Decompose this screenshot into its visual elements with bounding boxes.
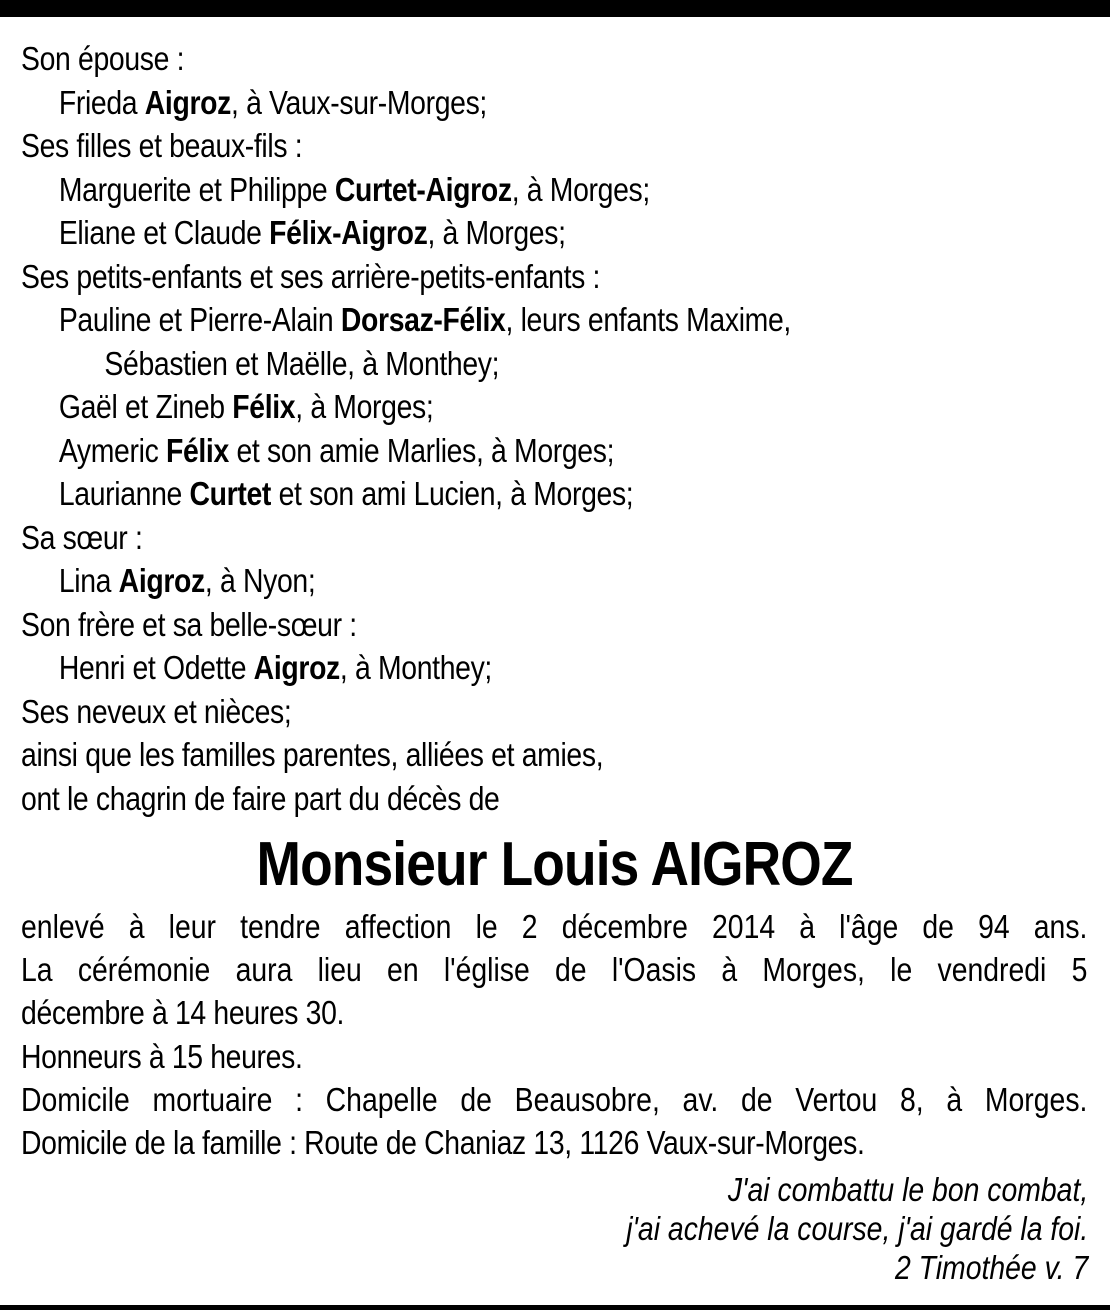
line-text: , à Nyon; [204, 562, 316, 599]
quote-reference: 2 Timothée v. 7 [894, 1249, 1088, 1286]
family-line [21, 81, 938, 125]
detail-line [21, 1035, 938, 1079]
line-text: Aymeric [58, 431, 166, 469]
line-text: Henri et Odette [58, 649, 254, 686]
line-text: Laurianne [58, 475, 190, 512]
family-line [21, 690, 938, 734]
deceased-name-text: Monsieur Louis AIGROZ [256, 830, 854, 899]
line-text: , à Vaux-sur-Morges; [230, 83, 487, 121]
family-line [21, 777, 938, 821]
family-line [21, 559, 938, 603]
surname: Aigroz [253, 649, 340, 686]
deceased-name [0, 830, 1110, 900]
family-line [21, 124, 938, 168]
bottom-border [0, 1305, 1110, 1310]
detail-text: Domicile de la famille : Route de Chaniaz 13, 1126 Vaux-sur-Morges. [21, 1124, 865, 1161]
line-text: Frieda [58, 83, 145, 121]
detail-text: La cérémonie aura lieu en l'église de l'Oasis à Morges, le vendredi 5 [21, 951, 1088, 988]
detail-text: Domicile mortuaire : Chapelle de Beausobre, av. de Vertou 8, à Morges. [21, 1081, 1088, 1118]
family-list [21, 37, 1087, 820]
line-text: Ses filles et beaux-fils : [21, 127, 303, 164]
family-line [21, 385, 938, 429]
surname: Félix [232, 388, 296, 425]
family-line [21, 429, 938, 473]
family-line [21, 646, 938, 690]
detail-line [21, 991, 938, 1035]
surname: Curtet-Aigroz [334, 170, 512, 208]
family-line [21, 472, 938, 516]
surname: Félix-Aigroz [269, 214, 428, 251]
line-text: ont le chagrin de faire part du décès de [21, 779, 500, 817]
detail-line [21, 1121, 938, 1165]
detail-text: décembre à 14 heures 30. [21, 994, 345, 1031]
top-border [0, 0, 1110, 17]
line-text: Lina [58, 562, 119, 599]
family-line [21, 516, 938, 560]
line-text: Ses petits-enfants et ses arrière-petits-enfants : [21, 257, 601, 295]
family-line [21, 298, 938, 342]
line-text: Sébastien et Maëlle, à Monthey; [104, 344, 500, 382]
line-text: Eliane et Claude [58, 214, 270, 251]
surname: Aigroz [118, 562, 205, 599]
family-line [21, 37, 938, 81]
line-text: Marguerite et Philippe [58, 170, 335, 208]
detail-line [21, 905, 1087, 948]
surname: Aigroz [144, 83, 231, 121]
line-text: , à Morges; [511, 170, 650, 208]
line-text: , à Monthey; [339, 649, 492, 686]
line-text: , leurs enfants Maxime, [505, 301, 791, 338]
quote-line: j'ai achevé la course, j'ai gardé la foi. [625, 1210, 1088, 1247]
family-line [21, 342, 938, 386]
family-line [21, 255, 938, 299]
line-text: , à Morges; [427, 214, 566, 251]
detail-line [21, 1078, 1087, 1121]
surname: Félix [165, 431, 229, 469]
ceremony-details [21, 905, 1087, 1165]
line-text: Pauline et Pierre-Alain [58, 301, 341, 338]
surname: Curtet [189, 475, 272, 512]
line-text: ainsi que les familles parentes, alliées et amies, [21, 736, 604, 773]
quote-line: J'ai combattu le bon combat, [727, 1171, 1088, 1208]
line-text: , à Morges; [295, 388, 434, 425]
surname: Dorsaz-Félix [340, 301, 506, 338]
line-text: Son épouse : [21, 40, 185, 77]
line-text: Ses neveux et nièces; [21, 692, 292, 730]
detail-line [21, 948, 1087, 991]
line-text: et son amie Marlies, à Morges; [228, 431, 615, 469]
family-line [21, 733, 938, 777]
detail-text: Honneurs à 15 heures. [21, 1037, 303, 1075]
line-text: et son ami Lucien, à Morges; [271, 475, 634, 512]
line-text: Gaël et Zineb [58, 388, 233, 425]
bible-quote [551, 1170, 1088, 1287]
family-line [21, 211, 938, 255]
family-line [21, 603, 938, 647]
family-line [21, 168, 938, 212]
line-text: Son frère et sa belle-sœur : [21, 605, 357, 643]
detail-text: enlevé à leur tendre affection le 2 décembre 2014 à l'âge de 94 ans. [21, 908, 1088, 945]
line-text: Sa sœur : [21, 518, 143, 556]
